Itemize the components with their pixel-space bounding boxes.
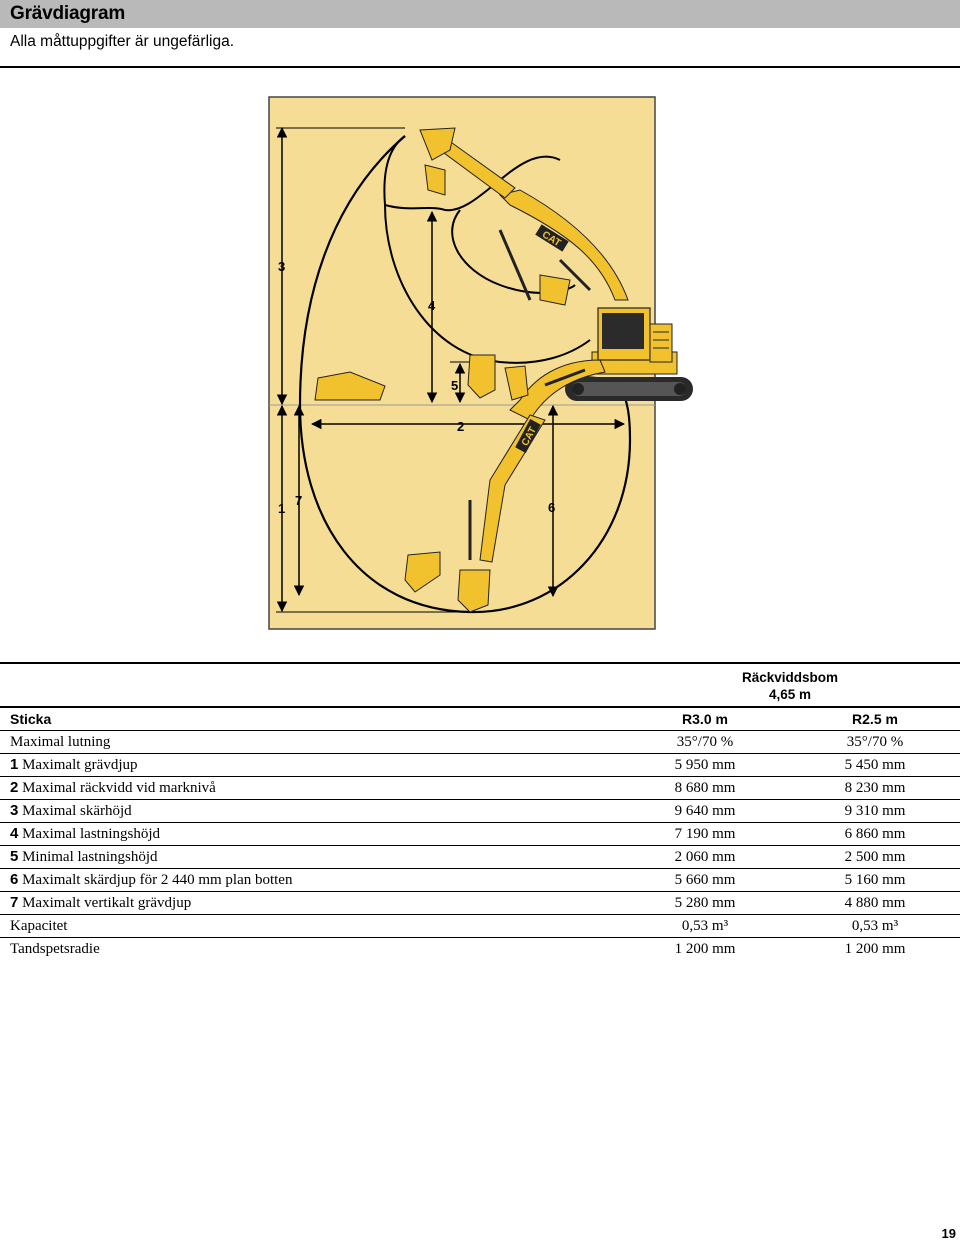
row-label <box>10 731 110 753</box>
row-value-a: 9 640 mm <box>674 803 736 819</box>
table-row <box>0 823 960 846</box>
row-value-a: 5 660 mm <box>674 872 736 888</box>
row-value-a: 5 280 mm <box>674 895 736 911</box>
brand-logo-lower: CAT <box>519 425 539 449</box>
row-label <box>10 869 292 891</box>
row-number: 3 <box>10 802 19 819</box>
row-value-a: 8 680 mm <box>674 780 736 796</box>
row-number: 6 <box>10 871 19 888</box>
brand-logo-upper: CAT <box>539 229 563 250</box>
boom-name <box>700 669 880 703</box>
row-text: Maximalt vertikalt grävdjup <box>22 895 192 911</box>
row-label <box>10 754 138 776</box>
table-row <box>0 731 960 754</box>
table-row <box>0 777 960 800</box>
table-row <box>0 754 960 777</box>
row-value-b: 8 230 mm <box>844 780 906 796</box>
row-value-b: 5 160 mm <box>844 872 906 888</box>
dim-label-5: 5 <box>451 378 459 393</box>
page-number: 19 <box>941 1226 956 1241</box>
boom-header <box>0 664 960 708</box>
row-text: Tandspetsradie <box>10 941 100 957</box>
row-text: Maximal lastningshöjd <box>22 826 161 842</box>
excavator-body <box>592 308 677 374</box>
row-number: 7 <box>10 894 19 911</box>
row-label <box>10 892 191 914</box>
stick-col-b: R2.5 m <box>852 711 898 727</box>
row-value-b: 0,53 m³ <box>851 918 899 934</box>
table-row <box>0 869 960 892</box>
dim-label-4: 4 <box>428 298 436 313</box>
row-text: Kapacitet <box>10 918 68 934</box>
boom-name-line1: Räckviddsbom <box>741 670 839 685</box>
row-number: 1 <box>10 756 19 773</box>
row-text: Minimal lastningshöjd <box>22 849 158 865</box>
row-label <box>10 777 216 799</box>
table-row <box>0 800 960 823</box>
stick-label: Sticka <box>10 711 52 727</box>
row-text: Maximal lutning <box>10 734 111 750</box>
row-text: Maximal räckvidd vid marknivå <box>22 780 216 796</box>
row-number: 2 <box>10 779 19 796</box>
row-value-a: 0,53 m³ <box>681 918 729 934</box>
dim-label-3: 3 <box>278 259 286 274</box>
row-value-b: 2 500 mm <box>844 849 906 865</box>
row-value-b: 4 880 mm <box>844 895 906 911</box>
table-row <box>0 915 960 938</box>
row-label <box>10 823 160 845</box>
dim-label-6: 6 <box>548 500 556 515</box>
stick-col-a: R3.0 m <box>682 711 728 727</box>
row-number: 4 <box>10 825 19 842</box>
page-title: Grävdiagram <box>10 3 126 24</box>
row-value-b: 9 310 mm <box>844 803 906 819</box>
row-label <box>10 938 100 960</box>
row-value-b: 1 200 mm <box>844 941 906 957</box>
dim-label-2: 2 <box>457 419 465 434</box>
table-row <box>0 892 960 915</box>
page-subtitle: Alla måttuppgifter är ungefärliga. <box>10 33 235 50</box>
row-label <box>10 800 132 822</box>
row-label <box>10 846 158 868</box>
excavator-undercarriage <box>565 377 693 401</box>
row-value-b: 35°/70 % <box>846 734 904 750</box>
row-value-b: 6 860 mm <box>844 826 906 842</box>
dim-label-1: 1 <box>278 501 286 516</box>
row-value-a: 2 060 mm <box>674 849 736 865</box>
row-number: 5 <box>10 848 19 865</box>
row-value-a: 5 950 mm <box>674 757 736 773</box>
row-value-a: 7 190 mm <box>674 826 736 842</box>
boom-name-line2: 4,65 m <box>768 687 812 702</box>
table-row <box>0 846 960 869</box>
row-text: Maximalt skärdjup för 2 440 mm plan botten <box>22 872 293 888</box>
spec-table <box>0 662 960 960</box>
row-value-b: 5 450 mm <box>844 757 906 773</box>
row-label <box>10 915 67 937</box>
row-text: Maximal skärhöjd <box>22 803 132 819</box>
dim-label-7: 7 <box>295 493 303 508</box>
stick-header-row <box>0 708 960 731</box>
row-text: Maximalt grävdjup <box>22 757 138 773</box>
table-row <box>0 938 960 960</box>
row-value-a: 1 200 mm <box>674 941 736 957</box>
row-value-a: 35°/70 % <box>676 734 734 750</box>
